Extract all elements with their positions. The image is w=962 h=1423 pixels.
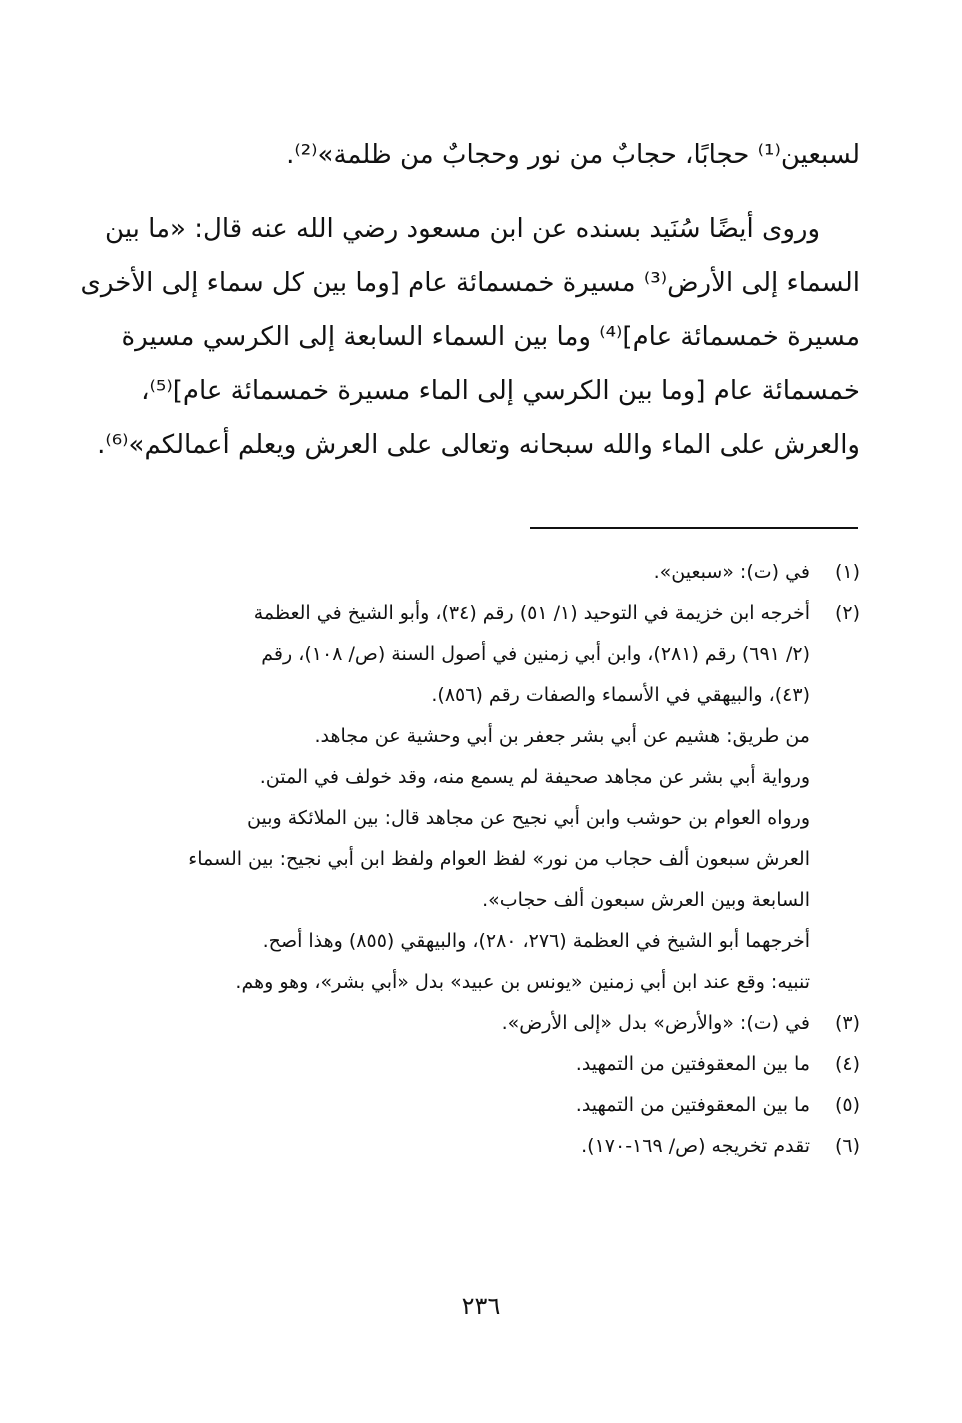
footnote-body [78, 1003, 810, 1044]
footnote-5 [78, 1085, 860, 1126]
footnote-body [78, 1085, 810, 1126]
footnote-number: (٤) [834, 1053, 860, 1075]
footnote-number: (٢) [834, 602, 860, 624]
footnote-3 [78, 1003, 860, 1044]
footnote-line: أخرجه ابن خزيمة في التوحيد (١/ ٥١) رقم (٣٤)، وأبو الشيخ في العظمة [253, 602, 810, 624]
main-text-line: خمسمائة عام [وما بين الكرسي إلى الماء مسيرة خمسمائة عام]⁽⁵⁾، [141, 376, 860, 406]
footnote-number: (٥) [834, 1094, 860, 1116]
footnote-body [78, 552, 810, 593]
footnote-2 [78, 593, 860, 1003]
main-text-line: والعرش على الماء والله سبحانه وتعالى على العرش ويعلم أعمالكم»⁽⁶⁾. [97, 430, 860, 460]
footnote-separator [530, 527, 858, 529]
footnote-line: في (ت): «سبعين». [653, 561, 810, 583]
footnote-line: العرش سبعون ألف حجاب من نور» لفظ العوام ولفظ ابن أبي نجيح: بين السماء [188, 848, 810, 870]
footnote-line: تقدم تخريجه (ص/ ١٦٩-١٧٠). [581, 1135, 810, 1157]
footnote-number: (١) [834, 561, 860, 583]
footnote-line: في (ت): «والأرض» بدل «إلى الأرض». [501, 1012, 810, 1034]
main-text-line: مسيرة خمسمائة عام]⁽⁴⁾ وما بين السماء السابعة إلى الكرسي مسيرة [121, 322, 860, 352]
page-number: ٢٣٦ [461, 1292, 501, 1320]
main-text-line: السماء إلى الأرض⁽³⁾ مسيرة خمسمائة عام [وما بين كل سماء إلى الأخرى [80, 268, 860, 298]
footnote-body [78, 1044, 810, 1085]
footnote-line: ما بين المعقوفتين من التمهيد. [575, 1094, 810, 1116]
footnote-6 [78, 1126, 860, 1167]
footnote-line: ورواية أبي بشر عن مجاهد صحيفة لم يسمع منه، وقد خولف في المتن. [259, 766, 810, 788]
footnote-body [78, 1126, 810, 1167]
footnote-line: تنبيه: وقع عند ابن أبي زمنين «يونس بن عبيد» بدل «أبي بشر»، وهو وهم. [235, 971, 810, 993]
footnote-1 [78, 552, 860, 593]
footnote-line: أخرجهما أبو الشيخ في العظمة (٢٧٦، ٢٨٠)، والبيهقي (٨٥٥) وهذا أصح. [262, 930, 810, 952]
footnote-line: (٢/ ٦٩١) رقم (٢٨١)، وابن أبي زمنين في أصول السنة (ص/ ١٠٨)، رقم [261, 643, 810, 665]
main-text-line: وروى أيضًا سُنَيد بسنده عن ابن مسعود رضي الله عنه قال: «ما بين [105, 214, 820, 244]
footnote-number: (٦) [834, 1135, 860, 1157]
footnote-line: ما بين المعقوفتين من التمهيد. [575, 1053, 810, 1075]
footnote-4 [78, 1044, 860, 1085]
footnotes [78, 552, 860, 1167]
footnote-body [78, 593, 810, 1003]
footnote-line: السابعة وبين العرش سبعون ألف حجاب». [482, 889, 810, 911]
main-text-line: لسبعين⁽¹⁾ حجابًا، حجابٌ من نور وحجابٌ من ظلمة»⁽²⁾. [286, 140, 860, 170]
footnote-line: (٤٣)، والبيهقي في الأسماء والصفات رقم (٨٥٦). [431, 684, 810, 706]
footnote-line: ورواه العوام بن حوشب وابن أبي نجيح عن مجاهد قال: بين الملائكة وبين [247, 807, 810, 829]
footnote-number: (٣) [834, 1012, 860, 1034]
footnote-line: من طريق: هشيم عن أبي بشر جعفر بن أبي وحشية عن مجاهد. [314, 725, 810, 747]
main-text [78, 128, 860, 472]
